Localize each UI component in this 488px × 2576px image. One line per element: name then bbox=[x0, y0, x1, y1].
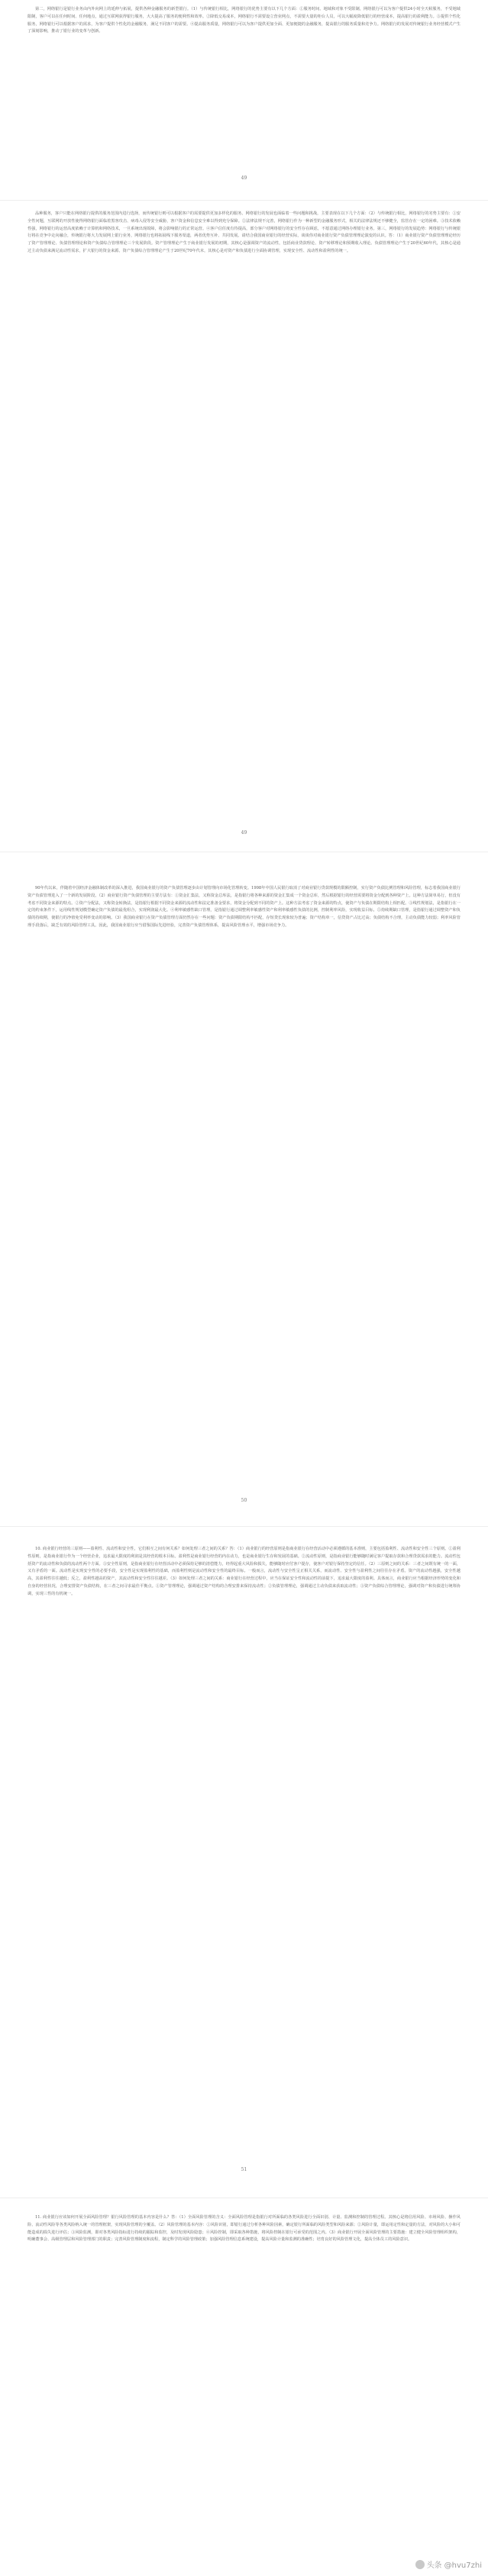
page-5-text: 11. 商业银行应该如何开展全面风险管理？银行风险管理的基本内容是什么？答：（1）全面风险管理的含义：全面风险管理是指银行对所面临的各类风险进行全面识别、计量、监测和控制的管理过程。其核心是将信用风险、市场风险、操作风险、流动性风险等各类风险纳入统一的管理框架，实现风险管理的全覆盖。（2）风险管理的基本内容：①风险识别，即银行通过分析各种风险因素，确定银行所面临的风险类型和风险来源；②风险计量，即运用定性和定量的方法，对风险的大小和可能造成的损失进行评估；③风险监测，即对各类风险指标进行持续的跟踪和监控，及时发现风险隐患；④风险控制，即采取各种措施，将风险控制在银行可承受的范围之内。（3）商业银行开展全面风险管理的主要措施：建立健全风险管理组织架构，明确董事会、高级管理层和风险管理部门的职责；完善风险管理制度和流程，制定科学的风险管理政策；加强风险管理信息系统建设，提高风险计量和监测的准确性；培育良好的风险管理文化，提高全体员工的风险意识。 bbox=[27, 2215, 461, 2243]
page-4-text: 10. 商业银行经营的三原则——盈利性、流动性和安全性，它们相互之间有何关系？如何处理三者之间的关系？答：（1）商业银行的经营原则是指商业银行在经营活动中必须遵循的基本准则，主要包括盈利性、流动性和安全性三个原则。①盈利性原则，是指商业银行作为一个经营企业，追求最大限度的利润是其经营的根本目标。盈利性是商业银行经营的内在动力，也是商业银行生存和发展的基础。②流动性原则，是指商业银行能够随时满足客户提取存款和合理贷款需求的能力。流动性包括资产的流动性和负债的流动性两个方面。③安全性原则，是指商业银行在经营活动中必须保持足够的清偿能力，经得起重大风险和损失，能够随时应付客户提存，使客户对银行保持坚定的信任。（2）三原则之间的关系：三者之间既有统一的一面，又有矛盾的一面。流动性是实现安全性的必要手段，安全性是实现盈利性的基础，而盈利性则是流动性和安全性的最终目标。一般而言，流动性与安全性呈正相关关系，而流动性、安全性与盈利性之间往往存在矛盾。资产的流动性越强，安全性越高，其盈利性往往越低；反之，盈利性越高的资产，其流动性和安全性往往越差。（3）如何处理三者之间的关系：商业银行在经营过程中，应当在保证安全性和流动性的前提下，追求最大限度的盈利。具体而言，商业银行应当根据经济形势的变化和自身的经营状况，合理安排资产负债结构，在三者之间寻求最佳平衡点。①资产管理理论，强调通过资产结构的合理安排来保持流动性；②负债管理理论，强调通过主动负债来获取流动性；③资产负债综合管理理论，强调对资产和负债进行统筹协调，实现三性的有机统一。 bbox=[27, 1547, 461, 1596]
page-5 bbox=[0, 2214, 488, 2244]
page-1 bbox=[0, 6, 488, 36]
page-number-4: 51 bbox=[241, 2167, 247, 2172]
page-divider bbox=[0, 200, 488, 201]
page-number-1: 49 bbox=[241, 175, 247, 181]
page-1-text: 第二，网络银行是银行业务由内外向网上的延伸与拓展，提供各种金融服务的新型银行。（1）与传统银行相比，网络银行的优势主要有以下几个方面：①服务时间、地域和对象不受限制，网络银行可以为客户提供24小时全天候服务，不受地域限制，客户可以在任何时间、任何地点，通过互联网获得银行服务，大大提高了服务的便利性和效率。②降低交易成本，网络银行不需要设立营业网点，不需要大量的柜台人员，可以大幅度降低银行的经营成本，提高银行的盈利能力。③提供个性化服务，网络银行可以根据客户的需求，为客户提供个性化的金融服务，满足不同客户的需要。④提高服务质量，网络银行可以为客户提供更加全面、更加便捷的金融服务，提高银行的服务质量和竞争力。网络银行的发展对传统银行业务经营模式产生了深刻影响，推动了银行业的变革与创新。 bbox=[27, 7, 461, 34]
page-divider bbox=[0, 1526, 488, 1527]
page-3-text: 90年代以来，伴随着中国经济金融体制改革的深入推进，我国商业银行的资产负债管理逐步由计划管理向市场化管理转变。1998年中国人民银行取消了对商业银行贷款规模的限额控制，实行资产负债比例管理和风险管理，标志着我国商业银行资产负债管理进入了一个新的发展阶段。（2）商业银行资产负债管理的主要方法有：①资金汇集法，又称资金总库法，是指银行将各种来源的资金汇集成一个资金总库，然后根据银行的经营需要将资金分配到各种资产上。这种方法简单易行，但没有考虑不同资金来源的特点。②资产分配法，又称资金转换法，是指银行根据不同资金来源的流动性和法定准备金要求，将资金分配到不同的资产上。这种方法考虑了资金来源的特点，使资产与负债在期限结构上相匹配。③线性规划法，是指银行在一定的约束条件下，运用线性规划模型确定资产负债的最优组合，实现利润最大化。④利率敏感性缺口管理，是指银行通过调整利率敏感性资产和利率敏感性负债的比例，控制利率风险，实现收益目标。⑤持续期缺口管理，是指银行通过调整资产和负债的持续期，使银行的净值免受利率变动的影响。（3）我国商业银行在资产负债管理方面仍然存在一些问题：资产负债期限结构不匹配，存短贷长现象较为普遍；资产结构单一，信贷资产占比过高；负债结构不合理，主动负债能力较弱；利率风险管理手段落后，缺乏有效的风险管理工具。因此，我国商业银行应当借鉴国际先进经验，完善资产负债管理体系，提高风险管理水平，增强市场竞争力。 bbox=[27, 886, 461, 928]
page-4 bbox=[0, 1546, 488, 1599]
page-2-text: 品种服务，客户只能在网络银行提供的服务范围内进行选择，而传统银行则可以根据客户的需要提供更加多样化的服务。网络银行的发展也面临着一些问题和挑战，主要表现在以下几个方面：（2）与传统银行相比，网络银行的劣势主要有：①安全性问题，互联网的开放性使得网络银行面临着黑客攻击、病毒入侵等安全威胁，客户资金和信息安全难以得到充分保障。②法律法规不完善，网络银行作为一种新型的金融服务形式，相关的法律法规还不够健全，监管存在一定的困难。③技术依赖性强，网络银行的运营高度依赖于计算机和网络技术，一旦系统出现故障，将会影响银行的正常运营。④客户信任度有待提高，部分客户对网络银行的安全性存在顾虑，不愿意通过网络办理银行业务。第三，网络银行的发展趋势：网络银行与传统银行将在竞争中走向融合，传统银行将大力发展网上银行业务，网络银行也将拓展线下服务渠道，两者优势互补、共同发展。请结合我国商业银行的经营实际，谈谈你对商业银行资产负债管理理论演变的认识。答：（1）商业银行资产负债管理理论经历了资产管理理论、负债管理理论和资产负债综合管理理论三个发展阶段。资产管理理论产生于商业银行发展的初期，其核心是强调资产的流动性，包括商业贷款理论、资产转移理论和预期收入理论。负债管理理论产生于20世纪60年代，其核心是通过主动负债来满足流动性需求，扩大银行的资金来源。资产负债综合管理理论产生于20世纪70年代末，其核心是对资产和负债进行全面协调管理，实现安全性、流动性和盈利性的统一。 bbox=[27, 211, 461, 253]
watermark bbox=[415, 2558, 483, 2570]
page-2 bbox=[0, 211, 488, 256]
page-3 bbox=[0, 885, 488, 930]
page-number-3: 50 bbox=[241, 1498, 247, 1503]
watermark-logo-icon bbox=[415, 2560, 425, 2569]
page-number-2: 49 bbox=[241, 830, 247, 836]
watermark-text: 头条 @hvu7zhi bbox=[426, 2562, 482, 2570]
